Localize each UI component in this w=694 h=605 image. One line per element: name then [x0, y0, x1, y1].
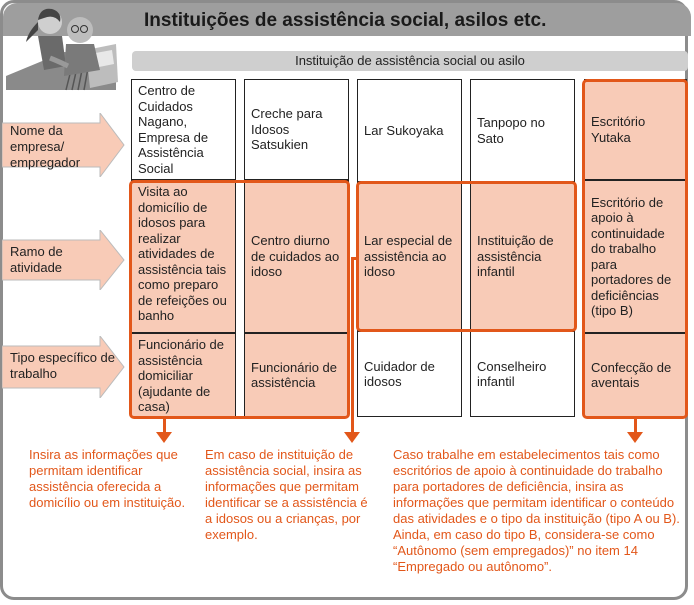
cell-activity-1: Visita ao domicílio de idosos para realizar atividades de assistência tais como preparo de refeições ou banho	[131, 180, 236, 333]
arrow-down-icon	[344, 432, 360, 443]
row-label-job: Tipo específico de trabalho	[2, 336, 126, 398]
arrow-down-icon	[156, 432, 172, 443]
cell-activity-2: Centro diurno de cuidados ao idoso	[244, 180, 349, 333]
note-elderly-or-children: Em caso de instituição de assistência social, insira as informações que permitam identificar se a assistência é a idosos ou a crianças, por exemplo.	[205, 447, 368, 542]
row-label-employer: Nome da empresa/ empregador	[2, 113, 126, 177]
connector-line-2b	[351, 257, 357, 260]
note-disability-support: Caso trabalhe em estabelecimentos tais como escritórios de apoio à continuidade do trabalho para portadores de deficiência, insira as informações que permitam identificar o conteúdo das atividades e o tipo da instituição (tipo A ou B). Ainda, em caso do tipo B, considera-se como “Autônomo (sem empregados)” no item 14 “Empregado ou autônomo”.	[393, 447, 680, 574]
cell-job-4: Conselheiro infantil	[470, 331, 575, 417]
cell-employer-3: Lar Sukoyaka	[357, 79, 462, 182]
cell-job-2: Funcionário de assistência	[244, 333, 349, 417]
cell-employer-4: Tanpopo no Sato	[470, 79, 575, 182]
cell-activity-4: Instituição de assistência infantil	[470, 182, 575, 331]
row-label-activity: Ramo de atividade	[2, 230, 126, 290]
cell-job-5: Confecção de aventais	[584, 333, 687, 417]
cell-activity-5: Escritório de apoio à continuidade do trabalho para portadores de deficiências (tipo B)	[584, 180, 687, 333]
page-title: Instituições de assistência social, asilos etc.	[144, 10, 547, 31]
note-home-or-institution: Insira as informações que permitam identificar assistência oferecida a domicílio ou em instituição.	[29, 447, 186, 510]
cell-employer-5: Escritório Yutaka	[584, 79, 687, 180]
arrow-down-icon	[627, 432, 643, 443]
section-header: Instituição de assistência social ou asilo	[132, 51, 688, 71]
cell-job-1: Funcionário de assistência domiciliar (ajudante de casa)	[131, 333, 236, 417]
connector-line-1	[163, 419, 166, 433]
connector-line-3	[634, 419, 637, 433]
connector-line-2	[351, 257, 354, 433]
cell-employer-1: Centro de Cuidados Nagano, Empresa de Assistência Social	[131, 79, 236, 180]
cell-job-3: Cuidador de idosos	[357, 331, 462, 417]
caregiver-illustration	[4, 4, 119, 92]
cell-activity-3: Lar especial de assistência ao idoso	[357, 182, 462, 331]
cell-employer-2: Creche para Idosos Satsukien	[244, 79, 349, 180]
